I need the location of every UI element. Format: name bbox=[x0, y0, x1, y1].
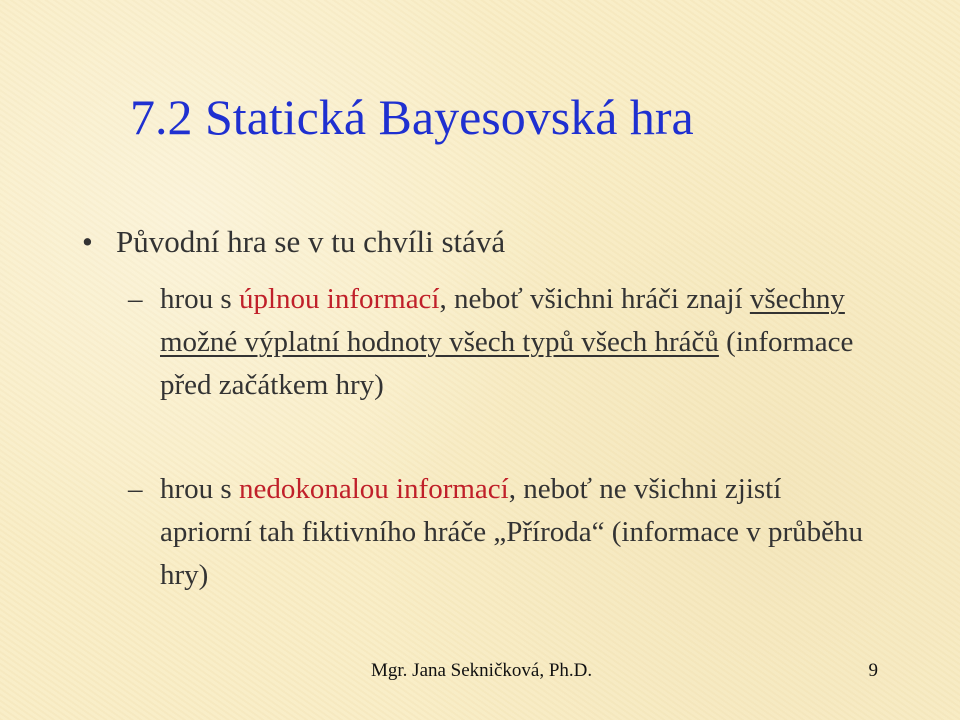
underlined-phrase: všechny možné výplatní hodnoty všech typů všech hráčů bbox=[160, 283, 845, 358]
highlight-term: nedokonalou informací bbox=[238, 473, 509, 505]
page-number: 9 bbox=[868, 660, 878, 681]
sub-item-text-end: (informace před začátkem hry) bbox=[160, 326, 854, 401]
sub-item-text-end: , neboť ne všichni zjistí apriorní tah fiktivního hráče „Příroda“ (informace v průběhu hry) bbox=[160, 473, 863, 591]
bullet-icon: • bbox=[82, 224, 93, 259]
footer-author: Mgr. Jana Sekničková, Ph.D. bbox=[371, 660, 593, 681]
sub-item-text-middle: , neboť všichni hráči znají bbox=[439, 283, 750, 315]
main-bullet-text: Původní hra se v tu chvíli stává bbox=[116, 224, 506, 259]
sub-item-imperfect-information bbox=[128, 468, 868, 597]
dash-icon: – bbox=[128, 473, 143, 505]
slide-title: 7.2 Statická Bayesovská hra bbox=[130, 89, 694, 145]
sub-item-complete-information bbox=[128, 278, 868, 407]
sub-item-text-start: hrou s bbox=[160, 473, 239, 505]
main-bullet bbox=[82, 224, 505, 260]
sub-item-text-start: hrou s bbox=[160, 283, 239, 315]
highlight-term: úplnou informací bbox=[238, 283, 440, 315]
sub-item-text bbox=[160, 278, 868, 407]
sub-item-text bbox=[160, 468, 868, 597]
dash-icon: – bbox=[128, 283, 143, 315]
